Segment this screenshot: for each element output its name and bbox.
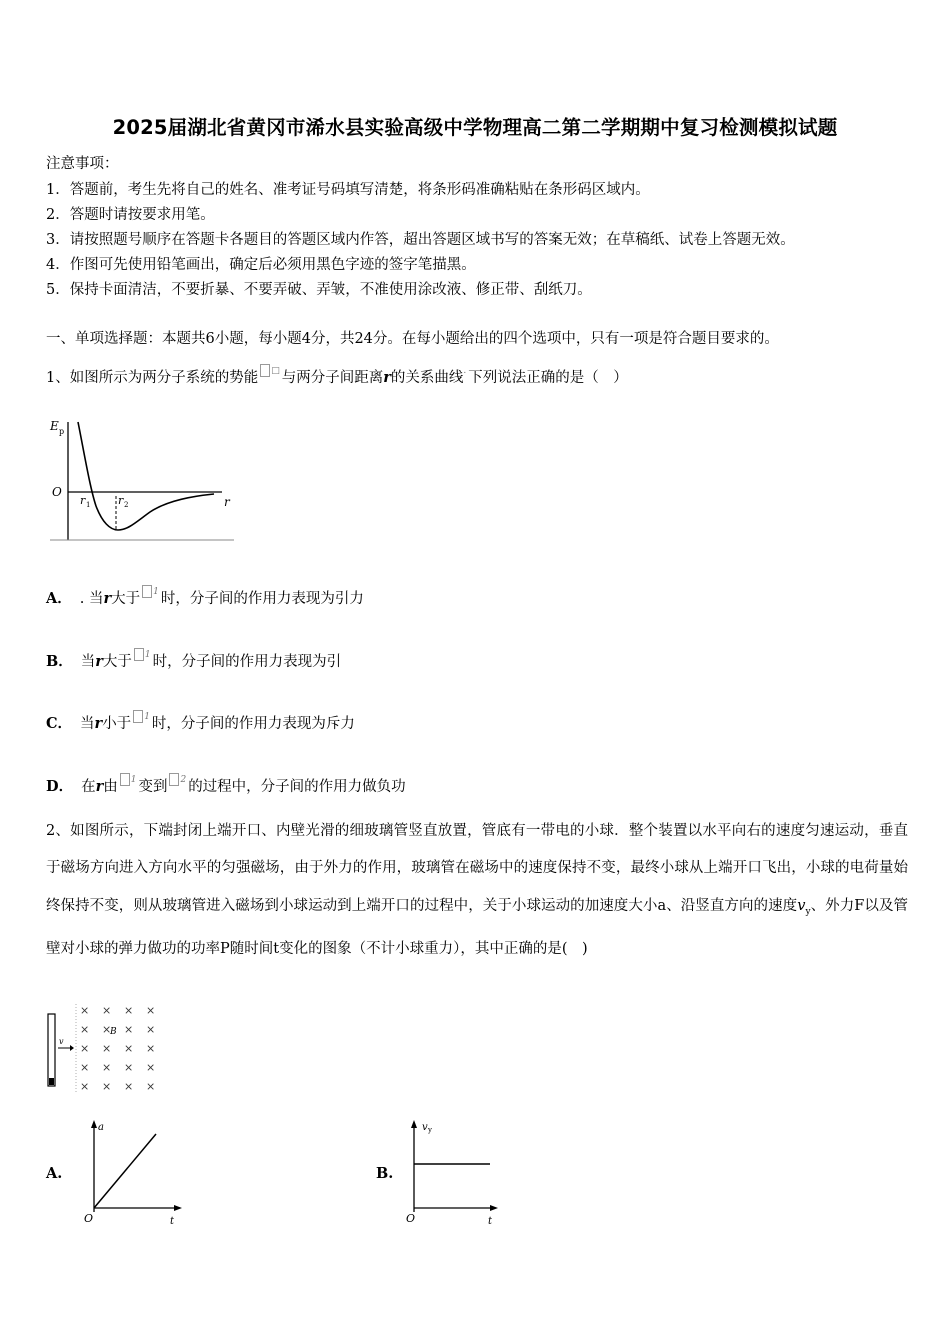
x-arrowhead — [490, 1205, 498, 1211]
field-cross: × — [102, 1023, 112, 1036]
missing-glyph-icon — [169, 773, 179, 786]
glass-tube — [48, 1014, 55, 1086]
missing-glyph-icon: 1 — [130, 775, 137, 785]
option-label: D． — [46, 778, 74, 795]
field-cross: × — [80, 1061, 90, 1074]
charged-ball — [49, 1078, 54, 1085]
field-crosses — [80, 1004, 155, 1093]
q1-option-a[interactable] — [46, 587, 364, 608]
magnetic-field-setup-figure — [44, 1000, 164, 1098]
field-cross: × — [124, 1042, 134, 1055]
section-heading: 一、单项选择题：本题共6小题，每小题4分，共24分。在每小题给出的四个选项中，只有一项是符合题目要求的。 — [46, 331, 779, 347]
q1-option-c[interactable] — [46, 712, 355, 733]
field-cross: × — [124, 1004, 134, 1017]
missing-glyph-icon: 1 — [153, 587, 159, 597]
notice-item: 1．答题前，考生先将自己的姓名、准考证号码填写清楚，将条形码准确粘贴在条形码区域内。 — [46, 182, 650, 198]
option-text: 由 — [103, 779, 118, 795]
velocity-label: v — [59, 1037, 64, 1046]
x-axis-label: r — [224, 495, 230, 509]
field-cross: × — [124, 1061, 134, 1074]
q1-variable: r — [383, 369, 391, 386]
option-variable: r — [95, 653, 103, 670]
q1-stem-part: 下列说法正确的是（ ） — [468, 370, 628, 386]
origin-label: O — [84, 1212, 94, 1225]
field-cross: × — [102, 1042, 112, 1055]
option-text: 时，分子间的作用力表现为斥力 — [151, 716, 355, 732]
question-2-stem — [46, 813, 908, 969]
option-text: . 当 — [79, 591, 104, 607]
missing-glyph-icon — [120, 773, 130, 786]
velocity-arrowhead — [70, 1045, 74, 1051]
field-cross: × — [146, 1080, 156, 1093]
field-label: B — [110, 1027, 117, 1037]
exam-title: 2025届湖北省黄冈市浠水县实验高级中学物理高二第二学期期中复习检测模拟试题 — [112, 116, 838, 139]
y-axis-label: a — [98, 1122, 104, 1133]
r2-label: r — [118, 494, 124, 507]
potential-energy-figure — [44, 412, 240, 548]
q2-variable-subscript: y — [805, 906, 811, 917]
missing-glyph-icon: 1 — [144, 650, 151, 660]
q2-stem-part: 2、如图所示，下端封闭上端开口、内壁光滑的细玻璃管竖直放置，管底有一带电的小球．整个装置以水平向右的速度匀速运动，垂直于磁场方向进入方向水平的匀强磁场，由于外力的作用，玻璃管在磁场中的速度保持不变，最终小球从上端开口飞出，小球的电荷量始终保持不变，则从玻璃管进入磁场到小球运动到上端开口的过程中，关于小球运动的加速度大小a、沿竖直方向的速度 — [46, 823, 908, 914]
y-arrowhead — [91, 1120, 97, 1128]
missing-glyph-icon: 2 — [180, 775, 187, 785]
option-text: 变到 — [138, 779, 168, 795]
a-t-line — [94, 1134, 156, 1208]
q1-option-d[interactable] — [46, 775, 406, 796]
option-text: 当 — [80, 716, 95, 732]
missing-glyph-icon: □ — [271, 366, 280, 376]
option-text: 时，分子间的作用力表现为引 — [152, 654, 342, 670]
option-variable: r — [95, 778, 104, 795]
r1-subscript: 1 — [86, 501, 91, 509]
q1-option-b[interactable] — [46, 650, 341, 671]
notice-item: 4．作图可先使用铅笔画出，确定后必须用黑色字迹的签字笔描黑。 — [46, 257, 476, 273]
r2-subscript: 2 — [124, 501, 129, 509]
field-cross: × — [102, 1004, 112, 1017]
notice-heading: 注意事项： — [46, 156, 119, 172]
field-cross: × — [124, 1080, 134, 1093]
option-label: A． — [46, 590, 72, 607]
missing-glyph-icon: . — [463, 366, 467, 376]
q2-option-b-label[interactable]: B. — [376, 1165, 394, 1182]
missing-glyph-icon — [134, 648, 144, 661]
q2-option-a-label[interactable]: A. — [46, 1165, 63, 1182]
field-cross: × — [146, 1004, 156, 1017]
missing-glyph-icon — [260, 364, 270, 377]
y-axis-subscript: p — [59, 427, 65, 436]
x-arrowhead — [174, 1205, 182, 1211]
option-text: 的过程中，分子间的作用力做负功 — [188, 779, 406, 795]
x-axis-label: t — [488, 1216, 493, 1227]
q2-option-b-graph[interactable] — [400, 1116, 505, 1228]
field-cross: × — [102, 1061, 112, 1074]
q2-variable: v — [797, 897, 806, 914]
q1-stem-part: 的关系曲线 — [390, 370, 464, 386]
q1-stem-part: 与两分子间距离 — [281, 370, 384, 386]
notice-item: 2．答题时请按要求用笔。 — [46, 207, 215, 223]
y-axis-subscript: y — [428, 1126, 432, 1134]
q1-stem-part: 1、如图所示为两分子系统的势能 — [46, 370, 259, 386]
missing-glyph-icon: 1 — [144, 712, 150, 722]
field-cross: × — [146, 1023, 156, 1036]
field-cross: × — [80, 1042, 90, 1055]
option-text: 时，分子间的作用力表现为引力 — [160, 591, 364, 607]
option-variable: r — [103, 590, 112, 607]
field-cross: × — [102, 1080, 112, 1093]
origin-label: O — [406, 1212, 416, 1225]
option-text: 大于 — [102, 654, 132, 670]
y-arrowhead — [411, 1120, 417, 1128]
field-cross: × — [146, 1061, 156, 1074]
field-cross: × — [124, 1023, 134, 1036]
option-text: 大于 — [111, 591, 141, 607]
q2-option-a-graph[interactable] — [80, 1116, 190, 1228]
option-text: 当 — [80, 654, 96, 670]
missing-glyph-icon — [142, 585, 152, 598]
notice-item: 3．请按照题号顺序在答题卡各题目的答题区域内作答，超出答题区域书写的答案无效；在草稿纸、试卷上答题无效。 — [46, 232, 795, 248]
field-cross: × — [80, 1080, 90, 1093]
option-label: C． — [46, 715, 73, 732]
question-1-stem — [46, 366, 628, 387]
y-axis-label: v — [422, 1122, 428, 1133]
notice-item: 5．保持卡面清洁，不要折暴、不要弄破、弄皱，不准使用涂改液、修正带、刮纸刀。 — [46, 282, 592, 298]
origin-label: O — [52, 485, 62, 499]
missing-glyph-icon — [133, 710, 143, 723]
field-cross: × — [80, 1023, 90, 1036]
option-label: B． — [46, 653, 73, 670]
option-variable: r — [94, 715, 103, 732]
option-text: 在 — [81, 779, 96, 795]
option-text: 小于 — [102, 716, 132, 732]
y-axis-label: E — [50, 419, 59, 433]
r1-label: r — [80, 494, 86, 507]
q2-stem-part: 、外力F以及管壁对小球的弹力做功的功率P随时间t变化的图象（不计小球重力），其中正确的是( ) — [46, 897, 909, 958]
field-cross: × — [80, 1004, 90, 1017]
field-cross: × — [146, 1042, 156, 1055]
potential-curve — [78, 422, 214, 530]
x-axis-label: t — [170, 1216, 175, 1227]
